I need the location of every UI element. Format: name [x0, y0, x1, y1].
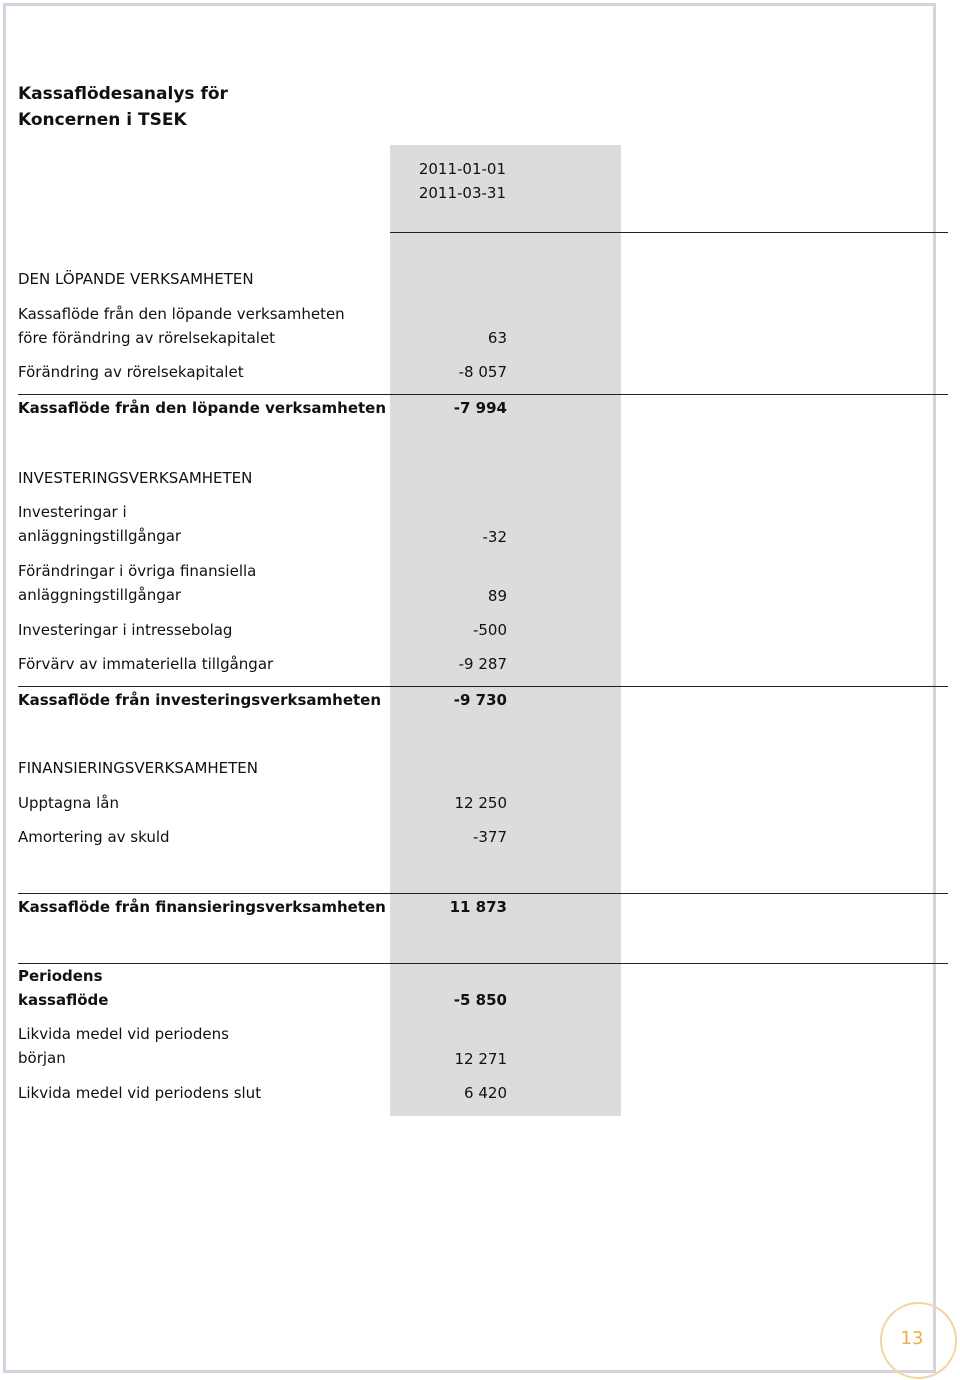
- section-heading-investing: INVESTERINGSVERKSAMHETEN: [18, 469, 253, 487]
- row-value-invest-fixed-assets: -32: [482, 528, 507, 546]
- section-heading-operating: DEN LÖPANDE VERKSAMHETEN: [18, 270, 254, 288]
- report-title-line1: Kassaflödesanalys för: [18, 84, 228, 104]
- row-label-debt-repayment: Amortering av skuld: [18, 828, 170, 846]
- row-value-operating-before-wc: 63: [487, 329, 507, 347]
- row-value-associates: -500: [472, 621, 507, 639]
- page-number: 13: [900, 1328, 924, 1349]
- row-value-debt-repayment: -377: [472, 828, 507, 846]
- total-label-operating: Kassaflöde från den löpande verksamheten: [18, 399, 387, 417]
- rule-period-total: [18, 963, 948, 964]
- row-label-cash-begin: Likvida medel vid periodens början: [18, 1025, 229, 1067]
- row-label-operating-before-wc: Kassaflöde från den löpande verksamheten före förändring av rörelsekapitalet: [18, 305, 345, 347]
- row-label-invest-fixed-assets: Investeringar i anläggningstillgångar: [18, 503, 182, 545]
- row-label-intangibles: Förvärv av immateriella tillgångar: [18, 655, 274, 673]
- total-value-investing: -9 730: [453, 691, 507, 709]
- total-value-period-cashflow: -5 850: [453, 991, 507, 1009]
- total-label-investing: Kassaflöde från investeringsverksamheten: [18, 691, 382, 709]
- section-heading-financing: FINANSIERINGSVERKSAMHETEN: [18, 759, 259, 777]
- total-label-period-cashflow: Periodens kassaflöde: [18, 967, 109, 1009]
- row-label-other-financial-assets: Förändringar i övriga finansiella anläggningstillgångar: [18, 562, 257, 604]
- row-label-loans-raised: Upptagna lån: [18, 794, 119, 812]
- header-rule: [390, 232, 948, 233]
- period-from: 2011-01-01: [418, 160, 506, 178]
- total-label-financing: Kassaflöde från finansieringsverksamheten: [18, 898, 386, 916]
- row-value-cash-begin: 12 271: [454, 1050, 507, 1068]
- row-value-working-capital-change: -8 057: [458, 363, 507, 381]
- row-value-loans-raised: 12 250: [454, 794, 507, 812]
- row-label-cash-end: Likvida medel vid periodens slut: [18, 1084, 262, 1102]
- rule-operating-total: [18, 394, 948, 395]
- row-value-cash-end: 6 420: [464, 1084, 507, 1102]
- row-value-intangibles: -9 287: [458, 655, 507, 673]
- total-value-operating: -7 994: [453, 399, 507, 417]
- row-label-working-capital-change: Förändring av rörelsekapitalet: [18, 363, 244, 381]
- total-value-financing: 11 873: [449, 898, 507, 916]
- rule-investing-total: [18, 686, 948, 687]
- row-value-other-financial-assets: 89: [487, 587, 507, 605]
- rule-financing-total: [18, 893, 948, 894]
- period-to: 2011-03-31: [418, 184, 506, 202]
- report-title-line2: Koncernen i TSEK: [18, 110, 187, 130]
- row-label-associates: Investeringar i intressebolag: [18, 621, 233, 639]
